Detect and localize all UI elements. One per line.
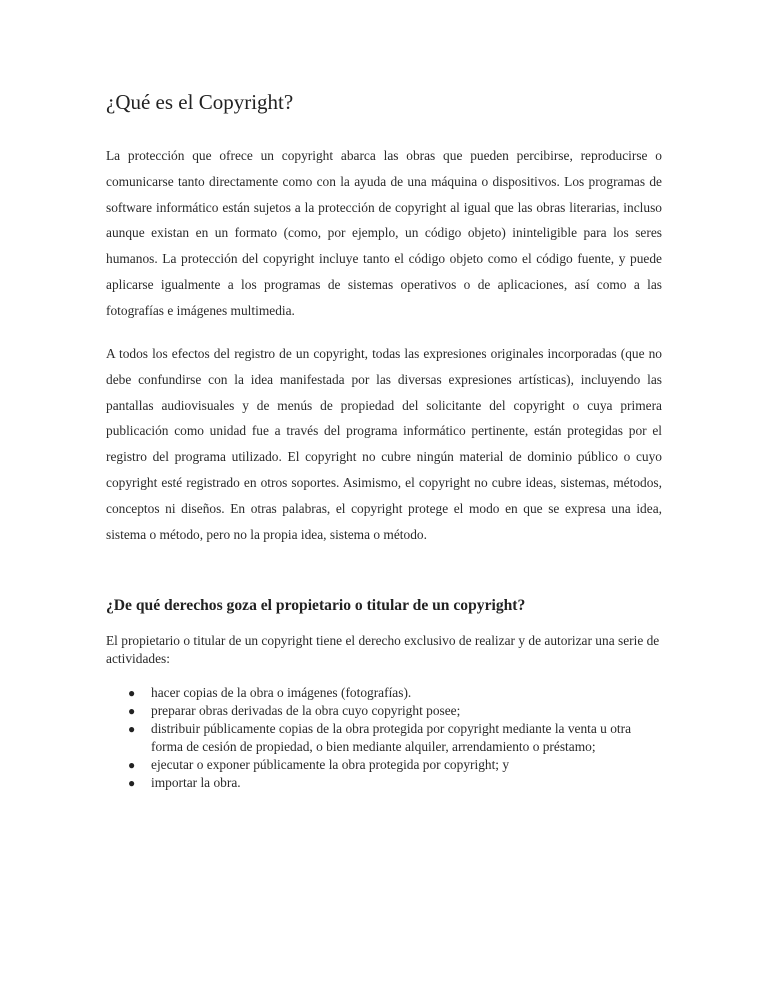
list-item bbox=[106, 702, 666, 720]
list-item bbox=[106, 756, 666, 774]
rights-list bbox=[106, 684, 666, 792]
paragraph-protection: La protección que ofrece un copyright abarca las obras que pueden percibirse, reproducirse o comunicarse tanto directamente como con la ayuda de una máquina o dispositivos. Los programas de software informático están sujetos a la protección de copyright al igual que las obras literarias, incluso aunque existan en un formato (como, por ejemplo, un código objeto) ininteligible para los seres humanos. La protección del copyright incluye tanto el código objeto como el código fuente, y puede aplicarse igualmente a los programas de sistemas operativos o de aplicaciones, así como a las fotografías e imágenes multimedia. bbox=[106, 148, 662, 318]
paragraph-registration: A todos los efectos del registro de un copyright, todas las expresiones originales incorporadas (que no debe confundirse con la idea manifestada por las diversas expresiones artísticas), incluyendo las pantallas audiovisuales y de menús de propiedad del solicitante del copyright o cuya primera publicación como unidad fue a través del programa informático pertinente, están protegidas por el registro del programa utilizado. El copyright no cubre ningún material de dominio público o cuyo copyright esté registrado en otros soportes. Asimismo, el copyright no cubre ideas, sistemas, métodos, conceptos ni diseños. En otras palabras, el copyright protege el modo en que se expresa una idea, sistema o método, pero no la propia idea, sistema o método. bbox=[106, 346, 662, 542]
bullet-icon: ● bbox=[128, 758, 136, 772]
list-item bbox=[106, 720, 666, 756]
section-heading-rights: ¿De qué derechos goza el propietario o titular de un copyright? bbox=[106, 597, 526, 614]
bullet-icon: ● bbox=[128, 776, 136, 790]
bullet-icon: ● bbox=[128, 686, 136, 700]
list-item bbox=[106, 684, 666, 702]
list-item-text: ejecutar o exponer públicamente la obra protegida por copyright; y bbox=[151, 757, 510, 772]
list-item-text: hacer copias de la obra o imágenes (fotografías). bbox=[151, 685, 412, 700]
page-title: ¿Qué es el Copyright? bbox=[106, 90, 294, 114]
bullet-icon: ● bbox=[128, 722, 136, 736]
list-item bbox=[106, 774, 666, 792]
list-item-text: distribuir públicamente copias de la obra protegida por copyright mediante la venta u otra forma de cesión de propiedad, o bien mediante alquiler, arrendamiento o préstamo; bbox=[151, 721, 632, 754]
list-item-text: preparar obras derivadas de la obra cuyo copyright posee; bbox=[151, 703, 461, 718]
list-item-text: importar la obra. bbox=[151, 775, 241, 790]
bullet-icon: ● bbox=[128, 704, 136, 718]
paragraph-rights-intro: El propietario o titular de un copyright tiene el derecho exclusivo de realizar y de autorizar una serie de actividades: bbox=[106, 633, 660, 666]
